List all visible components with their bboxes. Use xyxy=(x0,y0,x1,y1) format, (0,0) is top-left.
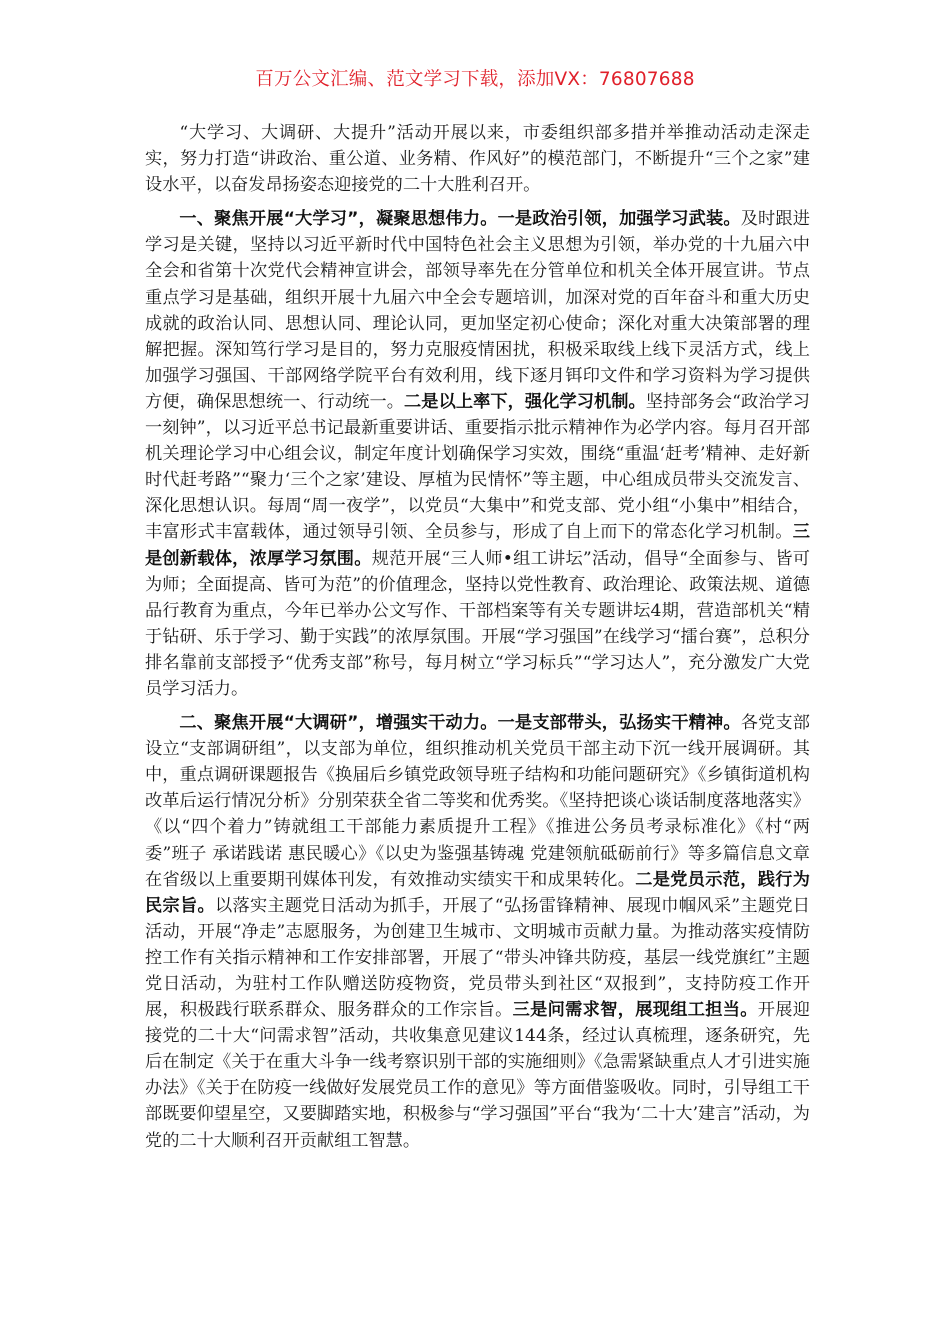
section1-point2-title: 二是以上率下，强化学习机制。 xyxy=(404,391,646,412)
section1-heading: 一、聚焦开展“大学习”，凝聚思想伟力。 xyxy=(179,209,498,230)
section1-point3-text: 规范开展“三人师•组工讲坛”活动，倡导“全面参与、皆可为师；全面提高、皆可为范”的价值理念，坚持以党性教育、政治理论、政策法规、道德品行教育为重点，今年已举办公文写作、干部档案等有关专题讲坛4期，营造部机关“精于钻研、乐于学习、勤于实践”的浓厚氛围。开展“学习强国”在线学习“擂台赛”，总积分排名靠前支部授予“优秀支部”称号，每月树立“学习标兵”“学习达人”，充分激发广大党员学习活力。 xyxy=(145,548,810,699)
section1-paragraph xyxy=(145,206,810,702)
section1-point2-text: 坚持部务会“政治学习一刻钟”，以习近平总书记最新重要讲话、重要指示批示精神作为必学内容。每月召开部机关理论学习中心组会议，制定年度计划确保学习实效，围绕“重温‘赶考’精神、走好新时代赶考路”“聚力‘三个之家’建设、厚植为民情怀”等主题，中心组成员带头交流发言、深化思想认识。每周“周一夜学”，以党员“大集中”和党支部、党小组“小集中”相结合，丰富形式丰富载体，通过领导引领、全员参与，形成了自上而下的常态化学习机制。 xyxy=(145,391,810,543)
section2-point2-title: 二是党员示范，践行为民宗旨。 xyxy=(145,869,810,916)
section2-paragraph xyxy=(145,710,810,1154)
section1-point3-title: 三是创新载体，浓厚学习氛围。 xyxy=(145,522,810,569)
intro-text: “大学习、大调研、大提升”活动开展以来，市委组织部多措并举推动活动走深走实，努力打造“讲政治、重公道、业务精、作风好”的模范部门，不断提升“三个之家”建设水平，以奋发昂扬姿态迎接党的二十大胜利召开。 xyxy=(145,123,810,196)
section2-point3-text: 开展迎接党的二十大“问需求智”活动，共收集意见建议144条，经过认真梳理，逐条研究，先后在制定《关于在重大斗争一线考察识别干部的实施细则》《急需紧缺重点人才引进实施办法》《关于在防疫一线做好发展党员工作的意见》等方面借鉴吸收。同时，引导组工干部既要仰望星空，又要脚踏实地，积极参与“学习强国”平台“我为‘二十大’建言”活动，为党的二十大顺利召开贡献组工智慧。 xyxy=(145,1000,810,1151)
section2-point2-text: 以落实主题党日活动为抓手，开展了“弘扬雷锋精神、展现巾帼风采”主题党日活动，开展“净走”志愿服务，为创建卫生城市、文明城市贡献力量。为推动落实疫情防控工作有关指示精神和工作安排部署，开展了“带头冲锋共防疫，基层一线党旗红”主题党日活动，为驻村工作队赠送防疫物资，党员带头到社区“双报到”，支持防疫工作开展，积极践行联系群众、服务群众的工作宗旨。 xyxy=(145,895,810,1021)
section1-point1-text: 及时跟进学习是关键，坚持以习近平新时代中国特色社会主义思想为引领，举办党的十九届六中全会和省第十次党代会精神宣讲会，部领导率先在分管单位和机关全体开展宣讲。节点重点学习是基础，组织开展十九届六中全会专题培训，加深对党的百年奋斗和重大历史成就的政治认同、思想认同、理论认同，更加坚定初心使命；深化对重大决策部署的理解把握。深知笃行学习是目的，努力克服疫情困扰，积极采取线上线下灵活方式，线上加强学习强国、干部网络学院平台有效利用，线下逐月铒印文件和学习资料为学习提供方便，确保思想统一、行动统一。 xyxy=(145,209,810,412)
document-body xyxy=(145,120,810,1162)
header-banner: 百万公文汇编、范文学习下载，添加VX：76807688 xyxy=(255,69,695,90)
section2-point1-title: 一是支部带头，弘扬实干精神。 xyxy=(497,713,741,734)
section1-point1-title: 一是政治引领，加强学习武装。 xyxy=(497,209,741,230)
intro-paragraph xyxy=(145,120,810,198)
section2-point1-text: 各党支部设立“支部调研组”，以支部为单位，组织推动机关党员干部主动下沉一线开展调研。其中，重点调研课题报告《换届后乡镇党政领导班子结构和功能问题研究》《乡镇街道机构改革后运行情况分析》分别荣获全省二等奖和优秀奖。《坚持把谈心谈话制度落地落实》《以“四个着力”铸就组工干部能力素质提升工程》《推进公务员考录标准化》《村“两委”班子 承诺践诺 惠民暖心》《以史为鉴强基铸魂 党建领航砥砺前行》等多篇信息文章在省级以上重要期刊媒体刊发，有效推动实绩实干和成果转化。 xyxy=(145,713,810,890)
section2-point3-title: 三是问需求智，展现组工担当。 xyxy=(512,1000,758,1021)
section2-heading: 二、聚焦开展“大调研”，增强实干动力。 xyxy=(179,713,498,734)
